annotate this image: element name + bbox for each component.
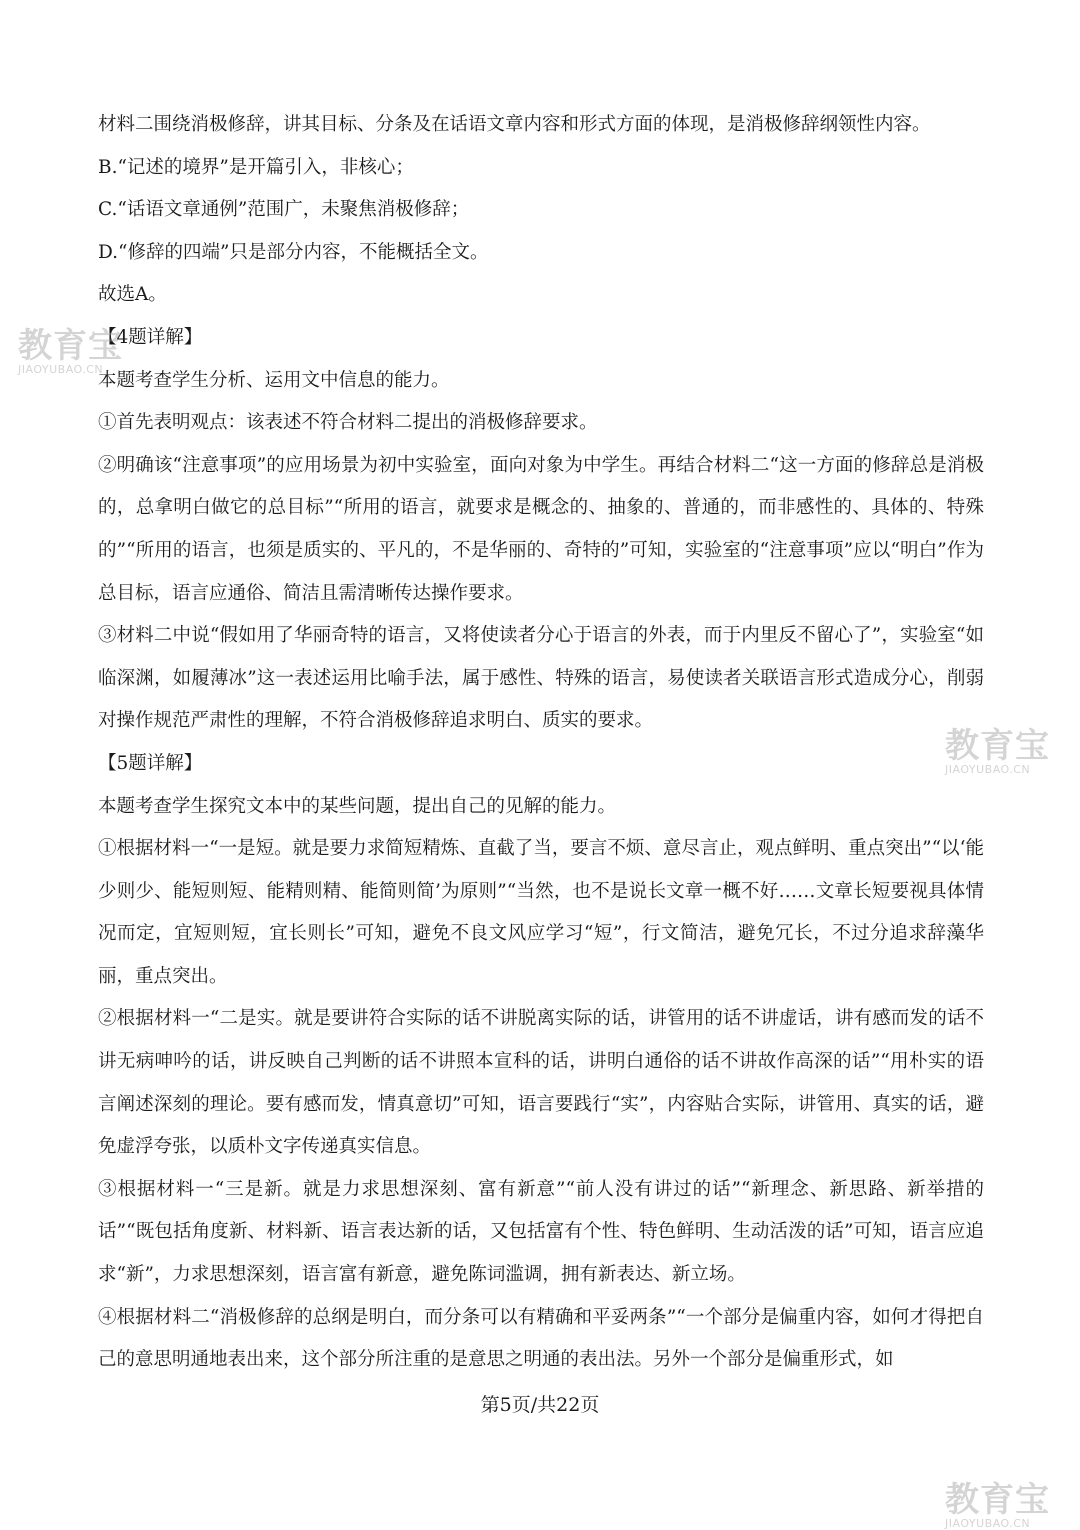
paragraph: B.“记述的境界”是开篇引入，非核心； bbox=[98, 156, 414, 178]
watermark-logo: 教育宝 JIAOYUBAO.CN bbox=[945, 726, 1050, 776]
paragraph: ③根据材料一“三是新。就是力求思想深刻、富有新意”“前人没有讲过的话”“新理念、新思路、新举措的话”“既包括角度新、材料新、语言表达新的话，又包括富有个性、特色鲜明、生动活泼的话”可知，语言应追求“新”，力求思想深刻，语言富有新意，避免陈词滥调，拥有新表达、新立场。 bbox=[98, 1178, 984, 1286]
body-text bbox=[98, 104, 984, 1382]
paragraph: D.“修辞的四端”只是部分内容，不能概括全文。 bbox=[98, 241, 489, 263]
page-number: 第5页/共22页 bbox=[480, 1394, 600, 1416]
paragraph: 本题考查学生探究文本中的某些问题，提出自己的见解的能力。 bbox=[98, 795, 617, 817]
section-heading: 【4题详解】 bbox=[98, 326, 203, 348]
paragraph: C.“话语文章通例”范围广，未聚焦消极修辞； bbox=[98, 199, 470, 221]
watermark-logo: 教育宝 JIAOYUBAO.CN bbox=[18, 326, 123, 376]
paragraph: 本题考查学生分析、运用文中信息的能力。 bbox=[98, 369, 450, 391]
paragraph: ①首先表明观点：该表述不符合材料二提出的消极修辞要求。 bbox=[98, 412, 598, 434]
watermark-logo: 教育宝 JIAOYUBAO.CN bbox=[945, 1480, 1050, 1530]
paragraph: ①根据材料一“一是短。就是要力求简短精炼、直截了当，要言不烦、意尽言止，观点鲜明、重点突出”“以‘能少则少、能短则短、能精则精、能简则简’为原则”“当然，也不是说长文章一概不好……文章长短要视具体情况而定，宜短则短，宜长则长”可知，避免不良文风应学习“短”，行文简洁，避免冗长，不过分追求辞藻华丽，重点突出。 bbox=[98, 838, 984, 987]
paragraph: ③材料二中说“假如用了华丽奇特的语言，又将使读者分心于语言的外表，而于内里反不留心了”，实验室“如临深渊，如履薄冰”这一表述运用比喻手法，属于感性、特殊的语言，易使读者关联语言形式造成分心，削弱对操作规范严肃性的理解，不符合消极修辞追求明白、质实的要求。 bbox=[98, 625, 984, 732]
paragraph: 故选A。 bbox=[98, 284, 167, 306]
section-heading: 【5题详解】 bbox=[98, 752, 203, 774]
paragraph: ②明确该“注意事项”的应用场景为初中实验室，面向对象为中学生。再结合材料二“这一方面的修辞总是消极的，总拿明白做它的总目标”“所用的语言，就要求是概念的、抽象的、普通的，而非感性的、具体的、特殊的”“所用的语言，也须是质实的、平凡的，不是华丽的、奇特的”可知，实验室的“注意事项”应以“明白”作为总目标，语言应通俗、简洁且需清晰传达操作要求。 bbox=[98, 454, 984, 604]
paragraph: ④根据材料二“消极修辞的总纲是明白，而分条可以有精确和平妥两条”“一个部分是偏重内容，如何才得把自己的意思明通地表出来，这个部分所注重的是意思之明通的表出法。另外一个部分是偏重形式，如 bbox=[98, 1306, 984, 1371]
paragraph: ②根据材料一“二是实。就是要讲符合实际的话不讲脱离实际的话，讲管用的话不讲虚话，讲有感而发的话不讲无病呻吟的话，讲反映自己判断的话不讲照本宣科的话，讲明白通俗的话不讲故作高深的话”“用朴实的语言阐述深刻的理论。要有感而发，情真意切”可知，语言要践行“实”，内容贴合实际，讲管用、真实的话，避免虚浮夸张，以质朴文字传递真实信息。 bbox=[98, 1008, 984, 1158]
paragraph: 材料二围绕消极修辞，讲其目标、分条及在话语文章内容和形式方面的体现，是消极修辞纲领性内容。 bbox=[98, 114, 931, 135]
